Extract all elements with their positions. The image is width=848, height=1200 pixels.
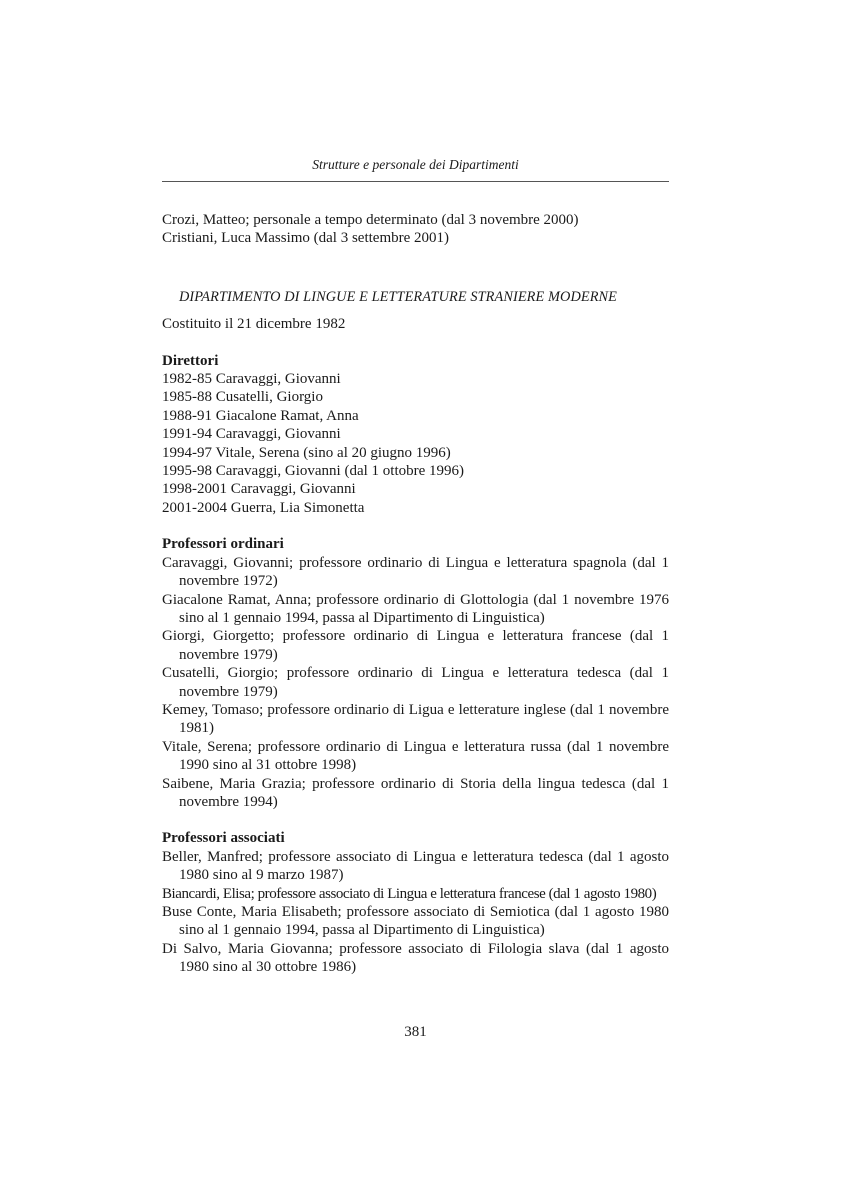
- professor-entry: Giacalone Ramat, Anna; professore ordinario di Glottologia (dal 1 novembre 1976 sino al 1 gennaio 1994, passa al Dipartimento di Linguistica): [162, 591, 669, 626]
- professor-entry: Vitale, Serena; professore ordinario di Lingua e letteratura russa (dal 1 novembre 1990 sino al 31 ottobre 1998): [162, 738, 669, 774]
- director-entry: 1998-2001 Caravaggi, Giovanni: [162, 481, 356, 498]
- director-entry: 1994-97 Vitale, Serena (sino al 20 giugno 1996): [162, 444, 451, 461]
- professor-entry: Buse Conte, Maria Elisabeth; professore associato di Semiotica (dal 1 agosto 1980 sino al 1 gennaio 1994, passa al Dipartimento di Linguistica): [162, 904, 669, 939]
- section-heading-full-professors: Professori ordinari: [162, 536, 284, 553]
- staff-entry: Crozi, Matteo; personale a tempo determinato (dal 3 novembre 2000): [162, 212, 579, 228]
- professor-entry: Di Salvo, Maria Giovanna; professore associato di Filologia slava (dal 1 agosto 1980 sino al 30 ottobre 1986): [162, 940, 669, 976]
- running-header: Strutture e personale dei Dipartimenti: [312, 157, 519, 172]
- professor-entry: Caravaggi, Giovanni; professore ordinario di Lingua e letteratura spagnola (dal 1 novembre 1972): [162, 554, 669, 590]
- director-entry: 1995-98 Caravaggi, Giovanni (dal 1 ottobre 1996): [162, 463, 465, 480]
- staff-entry: Cristiani, Luca Massimo (dal 3 settembre 2001): [162, 230, 450, 247]
- director-entry: 1988-91 Giacalone Ramat, Anna: [162, 407, 359, 424]
- director-entry: 2001-2004 Guerra, Lia Simonetta: [162, 499, 365, 516]
- page-number: 381: [404, 1024, 427, 1040]
- professor-entry: Biancardi, Elisa; professore associato di Lingua e letteratura francese (dal 1 agosto 1980): [162, 885, 657, 902]
- department-title: DIPARTIMENTO DI LINGUE E LETTERATURE STRANIERE MODERNE: [179, 288, 617, 305]
- body-text: [162, 211, 669, 977]
- director-entry: 1982-85 Caravaggi, Giovanni: [162, 371, 341, 388]
- professor-entry: Beller, Manfred; professore associato di Lingua e letteratura tedesca (dal 1 agosto 1980 sino al 9 marzo 1987): [162, 848, 669, 884]
- professor-entry: Saibene, Maria Grazia; professore ordinario di Storia della lingua tedesca (dal 1 novembre 1994): [162, 775, 669, 810]
- director-entry: 1985-88 Cusatelli, Giorgio: [162, 389, 323, 406]
- professor-entry: Giorgi, Giorgetto; professore ordinario di Lingua e letteratura francese (dal 1 novembre 1979): [162, 628, 669, 663]
- section-heading-associate-professors: Professori associati: [162, 830, 285, 847]
- header-rule: [162, 181, 669, 182]
- director-entry: 1991-94 Caravaggi, Giovanni: [162, 426, 341, 443]
- section-heading-directors: Direttori: [162, 352, 219, 369]
- department-founded: Costituito il 21 dicembre 1982: [162, 316, 346, 333]
- professor-entry: Kemey, Tomaso; professore ordinario di Ligua e letterature inglese (dal 1 novembre 1981): [162, 701, 669, 737]
- professor-entry: Cusatelli, Giorgio; professore ordinario di Lingua e letteratura tedesca (dal 1 novembre 1979): [162, 665, 669, 700]
